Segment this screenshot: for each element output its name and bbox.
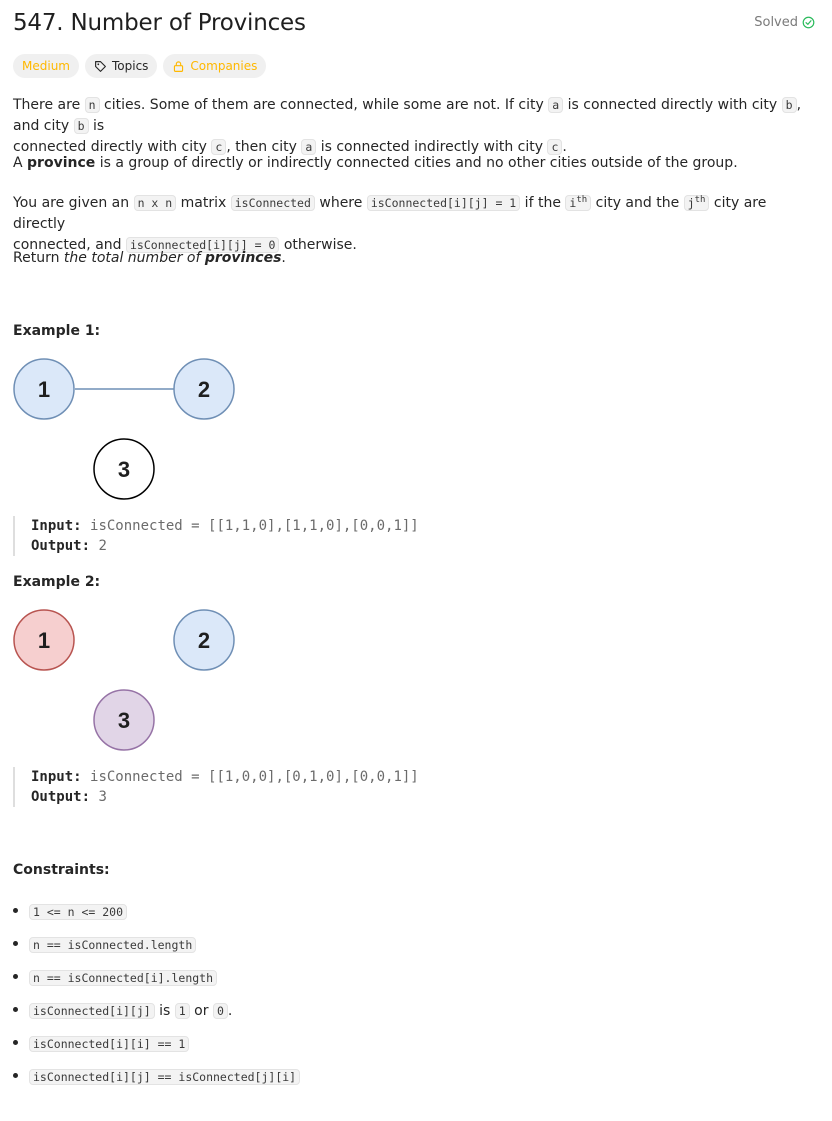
graph-node-1 — [14, 359, 74, 419]
description-paragraph-3 — [13, 190, 808, 256]
svg-text:3: 3 — [117, 708, 131, 733]
text: connected, and — [13, 236, 126, 253]
text: if the — [520, 194, 566, 211]
inline-code: 1 <= n <= 200 — [29, 904, 127, 920]
description-paragraph-4 — [13, 248, 808, 269]
difficulty-badge — [13, 54, 79, 78]
graph-node-2 — [174, 610, 234, 670]
topics-button[interactable] — [85, 54, 157, 78]
text: Return — [13, 250, 64, 266]
inline-code: 0 — [213, 1003, 228, 1019]
inline-code: a — [301, 139, 316, 155]
inline-code: c — [547, 139, 562, 155]
text: otherwise. — [279, 236, 357, 253]
text: A — [13, 155, 28, 171]
text: city are directly — [13, 194, 767, 232]
text: is connected directly with city — [563, 97, 782, 113]
topics-label: Topics — [111, 59, 149, 73]
input-value: isConnected = [[1,1,0],[1,1,0],[0,0,1]] — [90, 518, 419, 534]
inline-code: isConnected[i][j] == isConnected[j][i] — [29, 1069, 300, 1085]
inline-code: isConnected[i][j] = 0 — [126, 237, 279, 253]
constraint-item — [29, 928, 300, 961]
constraint-item — [29, 961, 300, 994]
text: . — [281, 250, 286, 266]
superscript: th — [576, 195, 588, 205]
example-2-heading: Example 2: — [13, 574, 101, 590]
example-1-heading: Example 1: — [13, 323, 101, 339]
text: matrix — [176, 194, 231, 211]
bold-text: province — [27, 155, 96, 171]
constraint-item — [29, 994, 300, 1027]
text: i — [569, 195, 577, 210]
text: j — [687, 195, 695, 210]
inline-code — [684, 195, 710, 211]
text: is — [154, 1002, 175, 1019]
input-value: isConnected = [[1,0,0],[0,1,0],[0,0,1]] — [90, 769, 419, 785]
text: You are given an — [13, 194, 134, 211]
inline-code: a — [548, 97, 563, 113]
inline-code: n == isConnected.length — [29, 937, 196, 953]
text: is — [88, 118, 105, 134]
text: cities. Some of them are connected, while some are not. If city — [99, 97, 549, 113]
inline-code: c — [211, 139, 226, 155]
output-label: Output: — [31, 789, 91, 805]
example-2-graph — [13, 606, 253, 756]
inline-code: 1 — [175, 1003, 190, 1019]
inline-code: isConnected[i][j] — [29, 1003, 155, 1019]
title-row — [13, 8, 821, 42]
text: . — [227, 1002, 233, 1019]
example-1-io — [13, 516, 531, 556]
example-2-io — [13, 767, 531, 807]
inline-code: n == isConnected[i].length — [29, 970, 217, 986]
graph-node-1 — [14, 610, 74, 670]
constraints-heading: Constraints: — [13, 862, 110, 878]
constraints-list — [13, 895, 300, 1093]
svg-text:2: 2 — [197, 377, 211, 402]
svg-text:1: 1 — [37, 377, 51, 402]
graph-node-3 — [94, 690, 154, 750]
text: city and the — [591, 194, 684, 211]
constraint-item — [29, 1060, 300, 1093]
bold-italic-text: provinces — [204, 250, 282, 266]
svg-text:2: 2 — [197, 628, 211, 653]
lock-icon — [172, 60, 185, 73]
text: , then city — [226, 139, 302, 155]
svg-text:3: 3 — [117, 457, 131, 482]
solved-label: Solved — [754, 15, 798, 30]
text: There are — [13, 97, 85, 113]
text: . — [562, 139, 567, 155]
input-label: Input: — [31, 769, 82, 785]
inline-code: isConnected[i][j] = 1 — [367, 195, 520, 211]
constraint-item — [29, 895, 300, 928]
difficulty-label: Medium — [22, 59, 70, 73]
output-label: Output: — [31, 538, 91, 554]
example-1-input — [31, 516, 531, 536]
tag-icon — [94, 60, 107, 73]
inline-code: b — [74, 118, 89, 134]
output-value: 2 — [98, 538, 107, 554]
graph-node-3 — [94, 439, 154, 499]
output-value: 3 — [98, 789, 107, 805]
constraint-item — [29, 1027, 300, 1060]
text: connected directly with city — [13, 139, 212, 155]
example-2-input — [31, 767, 531, 787]
text: is connected indirectly with city — [316, 139, 548, 155]
inline-code: n — [85, 97, 100, 113]
text: , and city — [13, 97, 802, 134]
description-paragraph-1 — [13, 95, 808, 158]
inline-code — [565, 195, 591, 211]
text: where — [314, 194, 367, 211]
example-1-graph — [13, 355, 253, 505]
input-label: Input: — [31, 518, 82, 534]
example-1-output — [31, 536, 531, 556]
problem-title[interactable]: 547. Number of Provinces — [13, 10, 306, 36]
superscript: th — [694, 195, 706, 205]
text: is a group of directly or indirectly connected cities and no other cities outside of the group. — [95, 155, 738, 171]
tag-row — [13, 54, 266, 78]
graph-node-2 — [174, 359, 234, 419]
inline-code: isConnected[i][i] == 1 — [29, 1036, 189, 1052]
description-paragraph-2 — [13, 153, 808, 174]
text: or — [189, 1002, 213, 1019]
companies-button[interactable] — [163, 54, 266, 78]
companies-label: Companies — [190, 59, 258, 73]
inline-code: isConnected — [231, 195, 315, 211]
inline-code: b — [782, 97, 797, 113]
example-2-output — [31, 787, 531, 807]
svg-text:1: 1 — [37, 628, 51, 653]
italic-text: the total number of — [63, 250, 205, 266]
inline-code: n x n — [134, 195, 177, 211]
solved-status — [754, 15, 815, 30]
check-circle-icon — [802, 16, 815, 29]
